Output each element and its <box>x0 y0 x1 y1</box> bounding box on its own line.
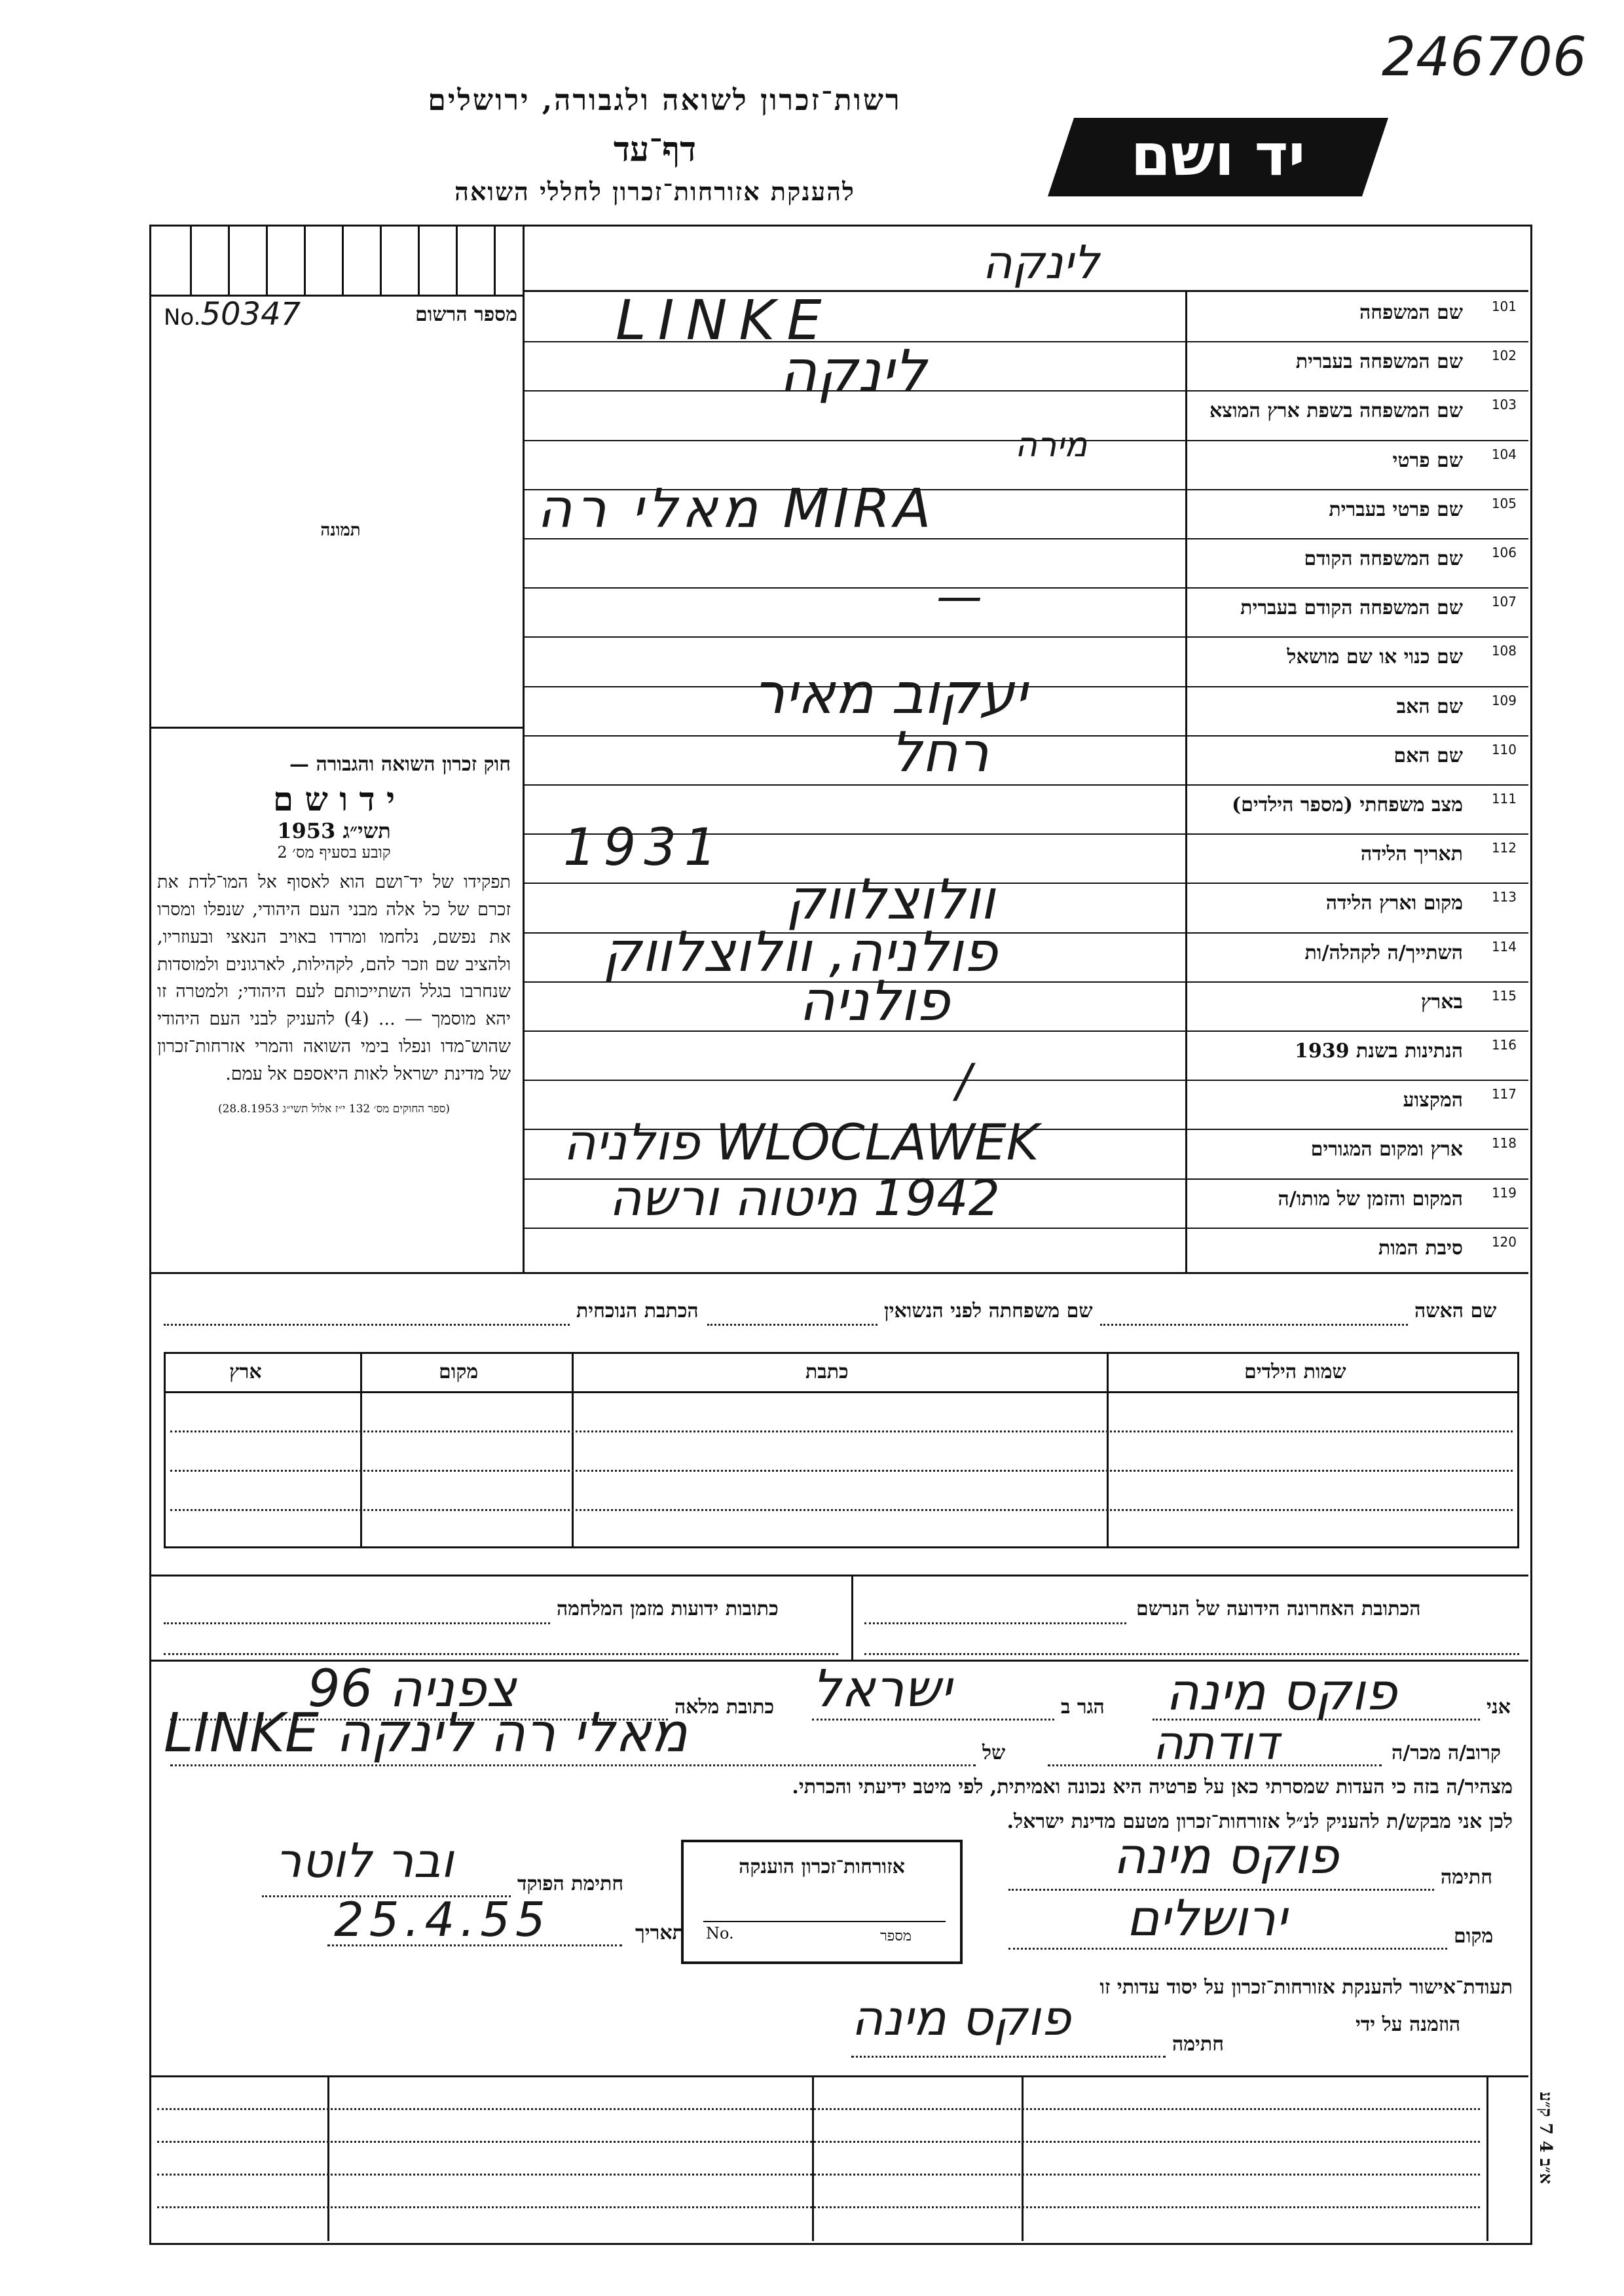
sign2-label: חתימה <box>1172 2033 1224 2056</box>
field-separator <box>524 735 1528 737</box>
second-signature: פוקס מינה <box>851 1990 1071 2047</box>
field-number: 107 <box>1491 594 1517 610</box>
field-row-108 <box>1189 636 1528 685</box>
field-row-111 <box>1189 784 1528 833</box>
field-row-112 <box>1189 833 1528 883</box>
decl-resides: הגר ב <box>1061 1696 1105 1719</box>
field-label: תאריך הלידה <box>1360 843 1463 866</box>
decl-of: של <box>982 1741 1006 1764</box>
field-separator <box>524 636 1528 638</box>
field-label: המקצוע <box>1403 1089 1463 1112</box>
field-110-value: רחל <box>891 720 989 784</box>
field-number: 114 <box>1491 938 1517 955</box>
field-102-value: לינקה <box>779 337 927 405</box>
law-box: חוק זכרון השואה והגבורה — י ד ו ש ם תשי״ג 1953 קובע בסעיף מס׳ 2 תפקידו של יד־ושם הוא לאסוף אל המו־לדת את זכרם של כל אלה מבני העם היהודי, שנפלו ומסרו את נפשם, נלחמו ומרדו באויב הנאצי ובעוזריו, ולהציב שם וזכר להם, לקהילות, לארגונים ולמוסדות שנחרבו בגלל השתייכותם לעם היהודי; ולמטרה זו יהא מוסמך — ... (4) להעניק לבני העם היהודי שהוש־מדו ונפלו בימי השואה והמרי אזרחות־זכרון של מדינת ישראל לאות היאספם אל עמם. (ספר החוקים מס׳ 132 י״ז אלול תשי״ג 28.8.1953) <box>157 753 511 1116</box>
field-113-value: וולוצלווק <box>786 867 995 932</box>
field-row-114 <box>1189 932 1528 981</box>
decl-relative: קרוב/ה מכר/ה <box>1392 1741 1501 1764</box>
witness-relation: דודתה <box>1153 1715 1279 1770</box>
field-row-101 <box>1189 292 1528 341</box>
field-number: 120 <box>1491 1233 1517 1250</box>
children-place-header: מקום <box>439 1360 479 1383</box>
field-112-value: 1931 <box>563 818 725 877</box>
field-separator <box>524 883 1528 884</box>
field-104-note: מירה <box>1015 426 1088 465</box>
field-row-119 <box>1189 1178 1528 1228</box>
field-label: מצב משפחתי (מספר הילדים) <box>1231 793 1463 816</box>
field-119-value: 1942 מיטוה ורשה <box>609 1169 1001 1227</box>
grant-date: 25.4.55 <box>334 1892 551 1947</box>
field-118-value: WLOCLAWEK פולניה <box>563 1113 1039 1171</box>
field-number: 118 <box>1491 1135 1517 1152</box>
field-number: 102 <box>1491 348 1517 364</box>
field-117-value: / <box>956 1054 972 1108</box>
field-row-115 <box>1189 981 1528 1030</box>
decl-victim: מאלי רה לינקה LINKE <box>164 1702 688 1764</box>
maiden-name-label: שם משפחתה לפני הנשואין <box>884 1300 1093 1322</box>
yad-vashem-logo: יד ושם <box>1048 118 1388 196</box>
field-label: שם כנוי או שם מושאל <box>1287 646 1463 669</box>
field-label: שם האב <box>1396 695 1463 718</box>
wartime-address-label: כתובות ידועות מזמן המלחמה <box>557 1597 779 1620</box>
field-label: שם פרטי <box>1392 448 1463 472</box>
ordered-by-label: הוזמנה על ידי <box>1356 2013 1461 2036</box>
witness-signature: פוקס מינה <box>1113 1827 1339 1885</box>
field-label: הנתינות בשנת 1939 <box>1294 1040 1463 1063</box>
decl-statement-1: מצהיר/ה בזה כי העדות שמסרתי כאן על פרטיה היא נכונה ואמיתית, לפי מיטב ידיעתי והכרתי. <box>792 1776 1513 1798</box>
field-number: 112 <box>1491 840 1517 856</box>
archive-number: 246706 <box>1382 26 1587 88</box>
decl-statement-2: לכן אני מבקש/ת להעניק לנ״ל אזורחות־זכרון מטעם מדינת ישראל. <box>1006 1810 1513 1833</box>
field-label: שם המשפחה בשפת ארץ המוצא <box>1209 399 1463 423</box>
field-number: 110 <box>1491 741 1517 757</box>
officer-signature: ובר לוטר <box>275 1833 454 1888</box>
children-country-header: ארץ <box>229 1360 262 1383</box>
field-label: שם המשפחה הקודם <box>1304 547 1463 570</box>
decl-full-address: כתובת מלאה <box>674 1696 775 1719</box>
current-address-label: הכתבת הנוכחית <box>576 1300 699 1322</box>
field-115-value: פולניה <box>799 969 950 1033</box>
witness-name: פוקס מינה <box>1166 1663 1397 1722</box>
children-names-header: שמות הילדים <box>1244 1360 1346 1383</box>
signature-label: חתימה <box>1441 1866 1492 1889</box>
registration-number: No.50347 מספר הרשום <box>164 296 517 333</box>
field-row-102 <box>1189 341 1528 390</box>
form-title: דף־עד <box>613 130 697 170</box>
field-number: 106 <box>1491 545 1517 560</box>
field-number: 116 <box>1491 1037 1517 1053</box>
field-separator <box>524 1030 1528 1032</box>
field-number: 109 <box>1491 692 1517 708</box>
field-number: 113 <box>1491 889 1517 905</box>
field-row-107 <box>1189 587 1528 636</box>
witness-city: ישראל <box>812 1660 952 1719</box>
field-number: 103 <box>1491 397 1517 413</box>
authority-title: רשות־זכרון לשואה ולגבורה, ירושלים <box>428 84 902 117</box>
field-label: שם המשפחה <box>1359 301 1463 324</box>
place-label: מקום <box>1454 1925 1494 1948</box>
date-label: תאריך <box>635 1922 684 1944</box>
field-label: שם המשפחה בעברית <box>1295 350 1463 374</box>
field-separator <box>524 1228 1528 1229</box>
field-label: השתייך/ה לקהלה/ות <box>1304 941 1463 964</box>
field-row-117 <box>1189 1080 1528 1129</box>
field-number: 104 <box>1491 446 1517 462</box>
photo-label: תמונה <box>320 520 361 540</box>
field-separator <box>524 784 1528 786</box>
field-row-118 <box>1189 1129 1528 1178</box>
field-label: סיבת המות <box>1378 1236 1463 1260</box>
signing-place: ירושלים <box>1126 1889 1287 1947</box>
field-114-value: פולניה, וולוצלווק <box>602 920 998 984</box>
witness-address: צפניה 96 <box>308 1660 517 1719</box>
field-row-113 <box>1189 883 1528 932</box>
field-row-104 <box>1189 440 1528 489</box>
wife-name-label: שם האשה <box>1414 1300 1497 1322</box>
side-code: א״ב 4 7 ק״ע <box>1536 2092 1555 2184</box>
field-separator <box>524 1080 1528 1081</box>
field-101-note: לינקה <box>982 236 1099 289</box>
field-row-103 <box>1189 390 1528 439</box>
field-row-106 <box>1189 538 1528 587</box>
field-separator <box>524 390 1528 392</box>
field-number: 105 <box>1491 495 1517 511</box>
field-number: 108 <box>1491 643 1517 659</box>
field-number: 115 <box>1491 987 1517 1004</box>
decl-i: אני <box>1486 1696 1511 1719</box>
field-row-105 <box>1189 489 1528 538</box>
field-number: 101 <box>1491 299 1517 314</box>
children-address-header: כתבת <box>805 1360 849 1383</box>
field-107-value: — <box>936 570 982 623</box>
field-101-value: LINKE <box>616 288 834 352</box>
field-105-value: MIRA מאלי רה <box>537 478 935 540</box>
field-row-110 <box>1189 735 1528 784</box>
citizenship-granted-box: אזורחות־זכרון הוענקה No. מספר <box>681 1840 963 1964</box>
field-separator <box>524 587 1528 589</box>
field-row-116 <box>1189 1030 1528 1080</box>
field-number: 119 <box>1491 1184 1517 1201</box>
field-label: ארץ ומקום המגורים <box>1310 1138 1463 1161</box>
officer-signature-label: חתימת הפוקד <box>517 1872 624 1895</box>
form-subtitle: להענקת אזורחות־זכרון לחללי השואה <box>454 177 855 206</box>
field-109-value: יעקוב מאיר <box>753 661 1027 727</box>
last-address-label: הכתובת האחרונה הידועה של הנרשם <box>1136 1597 1421 1620</box>
field-row-120 <box>1189 1228 1528 1277</box>
field-row-109 <box>1189 686 1528 735</box>
field-label: בארץ <box>1420 990 1463 1013</box>
certificate-text: תעודת־אישור להענקת אזורחות־זכרון על יסוד עדותי זו <box>1099 1976 1513 1999</box>
field-label: מקום וארץ הלידה <box>1325 892 1463 915</box>
field-number: 111 <box>1491 791 1517 807</box>
field-label: המקום והזמן של מותו/ה <box>1278 1187 1463 1211</box>
field-label: שם פרטי בעברית <box>1329 498 1463 521</box>
field-label: שם האם <box>1393 744 1463 767</box>
field-number: 117 <box>1491 1086 1517 1102</box>
field-label: שם המשפחה הקודם בעברית <box>1240 596 1463 620</box>
